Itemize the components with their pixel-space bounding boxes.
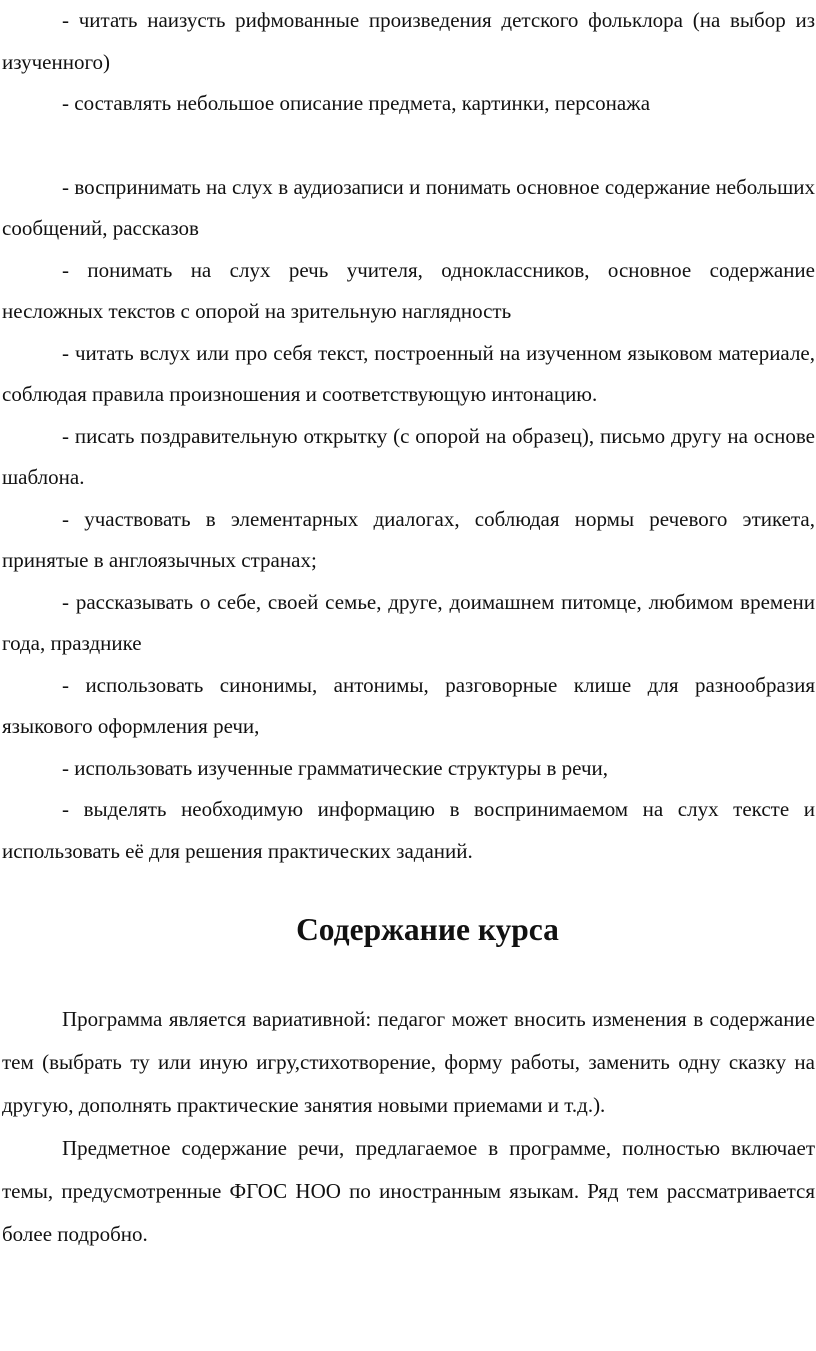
section-title: Содержание курса (296, 912, 559, 947)
list-item: - использовать изученные грамматические структуры в речи, (62, 755, 609, 780)
body-paragraph: Предметное содержание речи, предлагаемое в программе, полностью включает темы, предусмотренные ФГОС НОО по иностранным языкам. Ряд тем рассматривается более подробно. (2, 1136, 815, 1246)
list-item: - воспринимать на слух в аудиозаписи и понимать основное содержание небольших сообщений, рассказов (2, 174, 815, 240)
list-item: - понимать на слух речь учителя, одноклассников, основное содержание несложных текстов с опорой на зрительную наглядность (2, 257, 815, 323)
list-item: - читать наизусть рифмованные произведения детского фольклора (на выбор из изученного) (2, 8, 815, 74)
list-item: - писать поздравительную открытку (с опорой на образец), письмо другу на основе шаблона. (2, 423, 815, 489)
body-paragraph: Программа является вариативной: педагог может вносить изменения в содержание тем (выбрать ту или иную игру,стихотворение, форму работы, заменить одну сказку на другую, дополнять практические занятия новыми приемами и т.д.). (2, 1007, 815, 1117)
list-item: - участвовать в элементарных диалогах, соблюдая нормы речевого этикета, принятые в англоязычных странах; (2, 506, 815, 572)
list-item: - выделять необходимую информацию в воспринимаемом на слух тексте и использовать её для решения практических заданий. (2, 797, 815, 863)
list-item: - рассказывать о себе, своей семье, друге, доимашнем питомце, любимом времени года, празднике (2, 589, 815, 655)
list-item: - читать вслух или про себя текст, построенный на изученном языковом материале, соблюдая правила произношения и соответствующую интонацию. (2, 340, 815, 406)
list-item: - составлять небольшое описание предмета, картинки, персонажа (62, 91, 651, 115)
list-item: - использовать синонимы, антонимы, разговорные клише для разнообразия языкового оформления речи, (2, 672, 815, 738)
